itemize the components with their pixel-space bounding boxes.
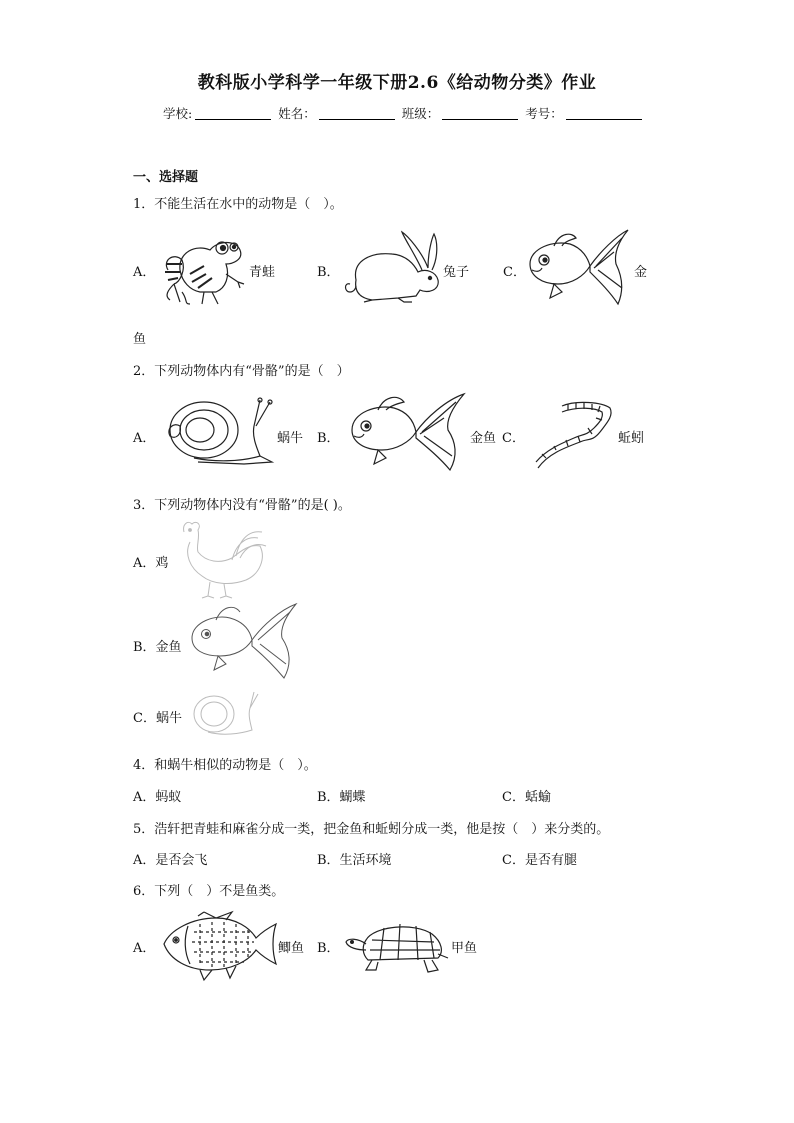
q4-option-b[interactable]: B．蝴蝶 [317,790,366,805]
turtle-illustration [344,920,448,976]
q3-option-a[interactable]: A．鸡 [133,556,169,571]
question-2-stem: 2．下列动物体内有“骨骼”的是（ ） [133,364,350,379]
name-blank[interactable] [319,107,395,120]
page-title: 教科版小学科学一年级下册2.6《给动物分类》作业 [197,73,597,93]
q2-option-a-letter[interactable]: A． [133,431,156,446]
q3-option-b[interactable]: B．金鱼 [133,640,182,655]
snail-illustration [164,396,276,468]
q1-option-a-letter[interactable]: A． [133,265,156,280]
student-info-fields [163,104,645,122]
q1-option-c-text: 金 [634,265,648,280]
question-4-stem: 4．和蜗牛相似的动物是（ ）。 [133,758,317,773]
question-3-stem: 3．下列动物体内没有“骨骼”的是( )。 [133,498,351,513]
crucian-carp-illustration [160,908,278,980]
q5-option-c[interactable]: C．是否有腿 [502,853,577,868]
rabbit-illustration [342,230,442,304]
exam-no-label: 考号： [525,106,563,121]
q2-option-c-letter[interactable]: C． [502,431,525,446]
q6-option-b-text: 甲鱼 [451,941,478,956]
q2-option-a-text: 蜗牛 [277,431,304,446]
exam-no-blank[interactable] [566,107,642,120]
q1-option-c-text-wrapped: 鱼 [133,332,147,347]
school-blank[interactable] [195,107,271,120]
q2-option-b-text: 金鱼 [470,431,497,446]
class-label: 班级： [401,106,440,121]
snail-illustration [190,690,260,738]
goldfish-illustration [346,392,466,472]
school-label: 学校: [163,106,193,121]
q1-option-b-letter[interactable]: B． [317,265,340,280]
q1-option-b-text: 兔子 [443,265,470,280]
question-1-stem: 1．不能生活在水中的动物是（ ）。 [133,197,343,212]
q5-option-a[interactable]: A．是否会飞 [133,853,208,868]
q2-option-c-text: 蚯蚓 [618,431,645,446]
q4-option-c[interactable]: C．蛞蝓 [502,790,551,805]
q6-option-a-text: 鲫鱼 [278,941,305,956]
section-heading: 一、选择题 [133,170,199,185]
question-5-stem: 5．浩轩把青蛙和麻雀分成一类，把金鱼和蚯蚓分成一类，他是按（ ）来分类的。 [133,822,610,837]
rooster-illustration [176,518,268,598]
goldfish-illustration [188,600,298,680]
earthworm-illustration [532,398,614,470]
q4-option-a[interactable]: A．蚂蚁 [133,790,182,805]
q2-option-b-letter[interactable]: B． [317,431,340,446]
q6-option-a-letter[interactable]: A． [133,941,156,956]
class-blank[interactable] [442,107,518,120]
q3-option-c[interactable]: C．蜗牛 [133,711,182,726]
goldfish-illustration [524,228,630,306]
question-6-stem: 6．下列（ ）不是鱼类。 [133,884,285,899]
q1-option-c-letter[interactable]: C． [503,265,526,280]
q5-option-b[interactable]: B．生活环境 [317,853,392,868]
name-label: 姓名： [278,106,316,121]
q1-option-a-text: 青蛙 [249,265,276,280]
frog-illustration [160,230,244,306]
q6-option-b-letter[interactable]: B． [317,941,340,956]
